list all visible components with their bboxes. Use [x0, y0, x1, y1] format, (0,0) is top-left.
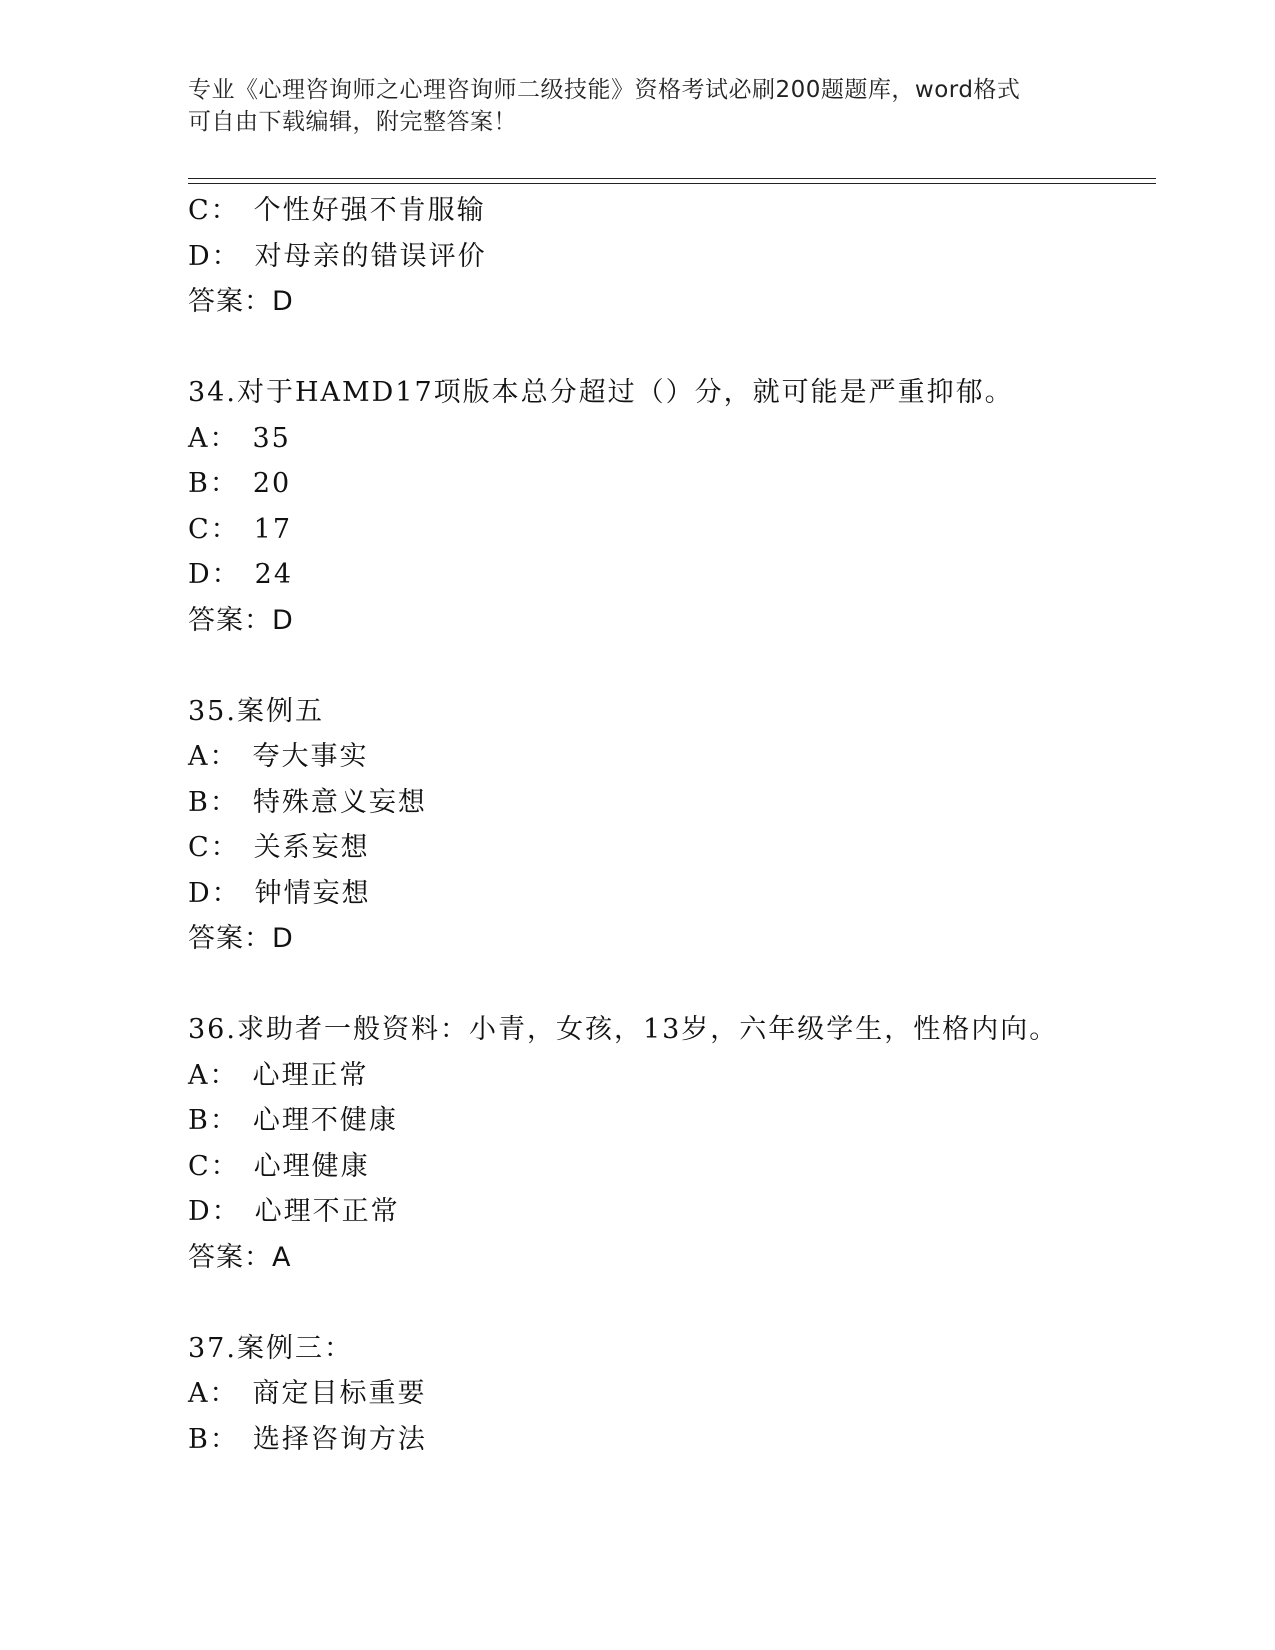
option-text: 17 — [253, 513, 293, 545]
option-text: 夸大事实 — [252, 741, 369, 772]
option-letter: A： — [188, 741, 239, 772]
option-text: 商定目标重要 — [252, 1378, 427, 1409]
option-text: 个性好强不肯服输 — [253, 195, 486, 226]
option-letter: C： — [188, 513, 240, 545]
option-a — [188, 1371, 1148, 1417]
option-letter: B： — [188, 786, 239, 818]
option-letter: D： — [188, 559, 241, 590]
option-text: 关系妄想 — [253, 832, 370, 863]
option-text: 心理正常 — [252, 1059, 369, 1091]
option-text: 对母亲的错误评价 — [254, 240, 487, 272]
spacer — [188, 325, 1148, 371]
option-letter: C： — [188, 195, 240, 226]
option-c — [188, 825, 1148, 871]
option-letter: D： — [188, 877, 241, 909]
option-d — [188, 234, 1148, 280]
answer-line: 答案：D — [188, 923, 294, 954]
option-text: 特殊意义妄想 — [252, 786, 427, 818]
header-title-line-2: 可自由下载编辑，附完整答案！ — [188, 109, 517, 135]
question-stem: 37.案例三： — [188, 1332, 353, 1364]
option-letter: C： — [188, 832, 240, 863]
document-header — [188, 74, 1088, 138]
spacer — [188, 962, 1148, 1008]
option-letter: A： — [188, 1378, 239, 1409]
question-stem: 36.求助者一般资料：小青，女孩，13岁，六年级学生，性格内向。 — [188, 1014, 1059, 1045]
option-d — [188, 871, 1148, 917]
answer-line: 答案：D — [188, 604, 294, 636]
option-c — [188, 1144, 1148, 1190]
option-d — [188, 1189, 1148, 1235]
option-c — [188, 188, 1148, 234]
option-text: 心理不正常 — [254, 1196, 400, 1227]
option-letter: D： — [188, 240, 241, 272]
option-text: 心理健康 — [253, 1150, 370, 1182]
option-a — [188, 416, 1148, 462]
option-d — [188, 552, 1148, 598]
option-text: 24 — [254, 559, 294, 590]
option-text: 35 — [252, 422, 291, 454]
header-divider-top — [188, 178, 1156, 179]
option-text: 20 — [252, 468, 292, 499]
option-c — [188, 507, 1148, 553]
option-text: 心理不健康 — [252, 1105, 398, 1136]
option-letter: C： — [188, 1150, 240, 1182]
option-a — [188, 734, 1148, 780]
answer-line: 答案：D — [188, 286, 294, 317]
option-letter: B： — [188, 1423, 239, 1455]
question-list — [188, 188, 1148, 1462]
question-stem: 35.案例五 — [188, 695, 324, 727]
option-letter: A： — [188, 422, 239, 454]
option-letter: B： — [188, 468, 239, 499]
option-letter: B： — [188, 1105, 239, 1136]
option-b — [188, 1098, 1148, 1144]
spacer — [188, 1280, 1148, 1326]
answer-line: 答案：A — [188, 1241, 292, 1273]
option-b — [188, 1417, 1148, 1463]
option-letter: D： — [188, 1196, 241, 1227]
spacer — [188, 643, 1148, 689]
question-stem: 34.对于HAMD17项版本总分超过（）分，就可能是严重抑郁。 — [188, 377, 1014, 408]
header-divider-bottom — [188, 183, 1156, 184]
option-a — [188, 1053, 1148, 1099]
option-letter: A： — [188, 1059, 239, 1091]
option-b — [188, 780, 1148, 826]
option-text: 钟情妄想 — [254, 877, 371, 909]
header-title-line-1: 专业《心理咨询师之心理咨询师二级技能》资格考试必刷200题题库，word格式 — [188, 77, 1021, 103]
option-b — [188, 461, 1148, 507]
option-text: 选择咨询方法 — [252, 1423, 427, 1455]
